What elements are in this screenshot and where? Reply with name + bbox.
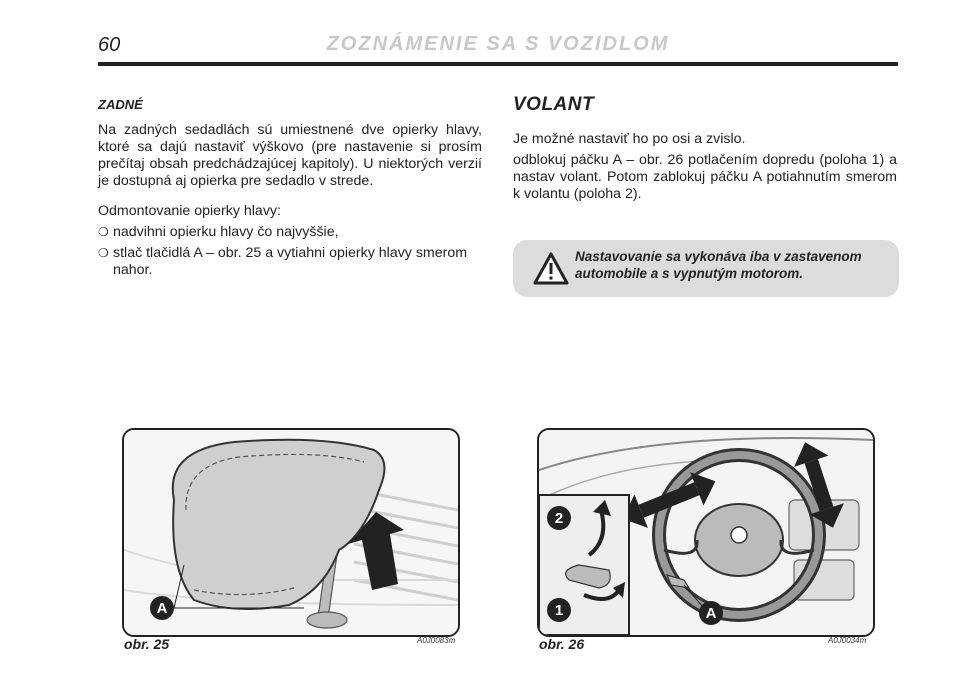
removal-intro: Odmontovanie opierky hlavy: xyxy=(98,203,281,219)
header-rule xyxy=(98,62,898,66)
figure-headrest xyxy=(122,428,460,637)
list-item xyxy=(98,245,482,279)
bullet-circle-icon: ❍ xyxy=(98,246,109,260)
chapter-title: ZOZNÁMENIE SA S VOZIDLOM xyxy=(326,33,670,55)
figure26-label-2: 2 xyxy=(554,510,564,527)
section-heading-steering-wheel: VOLANT xyxy=(513,94,595,115)
left-column xyxy=(98,96,482,279)
figure26-label-1: 1 xyxy=(554,602,564,619)
warning-text: Nastavovanie sa vykonáva iba v zastavenom automobile a s vypnutým motorom. xyxy=(575,249,862,281)
figure26-caption: obr. 26 xyxy=(539,636,585,652)
page-number: 60 xyxy=(98,34,121,56)
steering-paragraph-2: odblokuj páčku A – obr. 26 potlačením dopredu (poloha 1) a nastav volant. Potom zablokuj páčku A potiahnutím smerom k volantu (poloha 2). xyxy=(513,152,897,202)
headrest-illustration xyxy=(124,430,458,635)
list-item-text: nadvihni opierku hlavy čo najvyššie, xyxy=(113,224,339,240)
list-item xyxy=(98,224,482,241)
figure26-code: A0J0034m xyxy=(828,636,867,645)
warning-triangle-icon xyxy=(533,252,569,286)
steering-paragraph-1: Je možné nastaviť ho po osi a zvislo. xyxy=(513,131,746,147)
bullet-circle-icon: ❍ xyxy=(98,225,109,239)
right-column xyxy=(513,96,897,203)
page-header xyxy=(98,30,898,66)
figure-steering-wheel xyxy=(537,428,875,637)
figure25-caption: obr. 25 xyxy=(124,636,170,652)
figure25-label-a: A xyxy=(156,600,168,617)
warning-box xyxy=(513,240,899,297)
rear-headrest-paragraph: Na zadných sedadlách sú umiestnené dve opierky hlavy, ktoré sa dajú nastaviť výškovo (pre nastavenie si prosím prečítaj obsah predchádzajúcej kapitoly). U niektorých verzií je dostupná aj opierka pre sedadlo v strede. xyxy=(98,122,482,189)
list-item-text: stlač tlačidlá A – obr. 25 a vytiahni opierky hlavy smerom nahor. xyxy=(113,245,468,278)
figure25-code: A0J0083m xyxy=(417,636,456,645)
section-heading-rear: ZADNÉ xyxy=(98,97,143,112)
steering-wheel-illustration xyxy=(539,430,873,635)
figure26-label-a: A xyxy=(705,605,717,622)
